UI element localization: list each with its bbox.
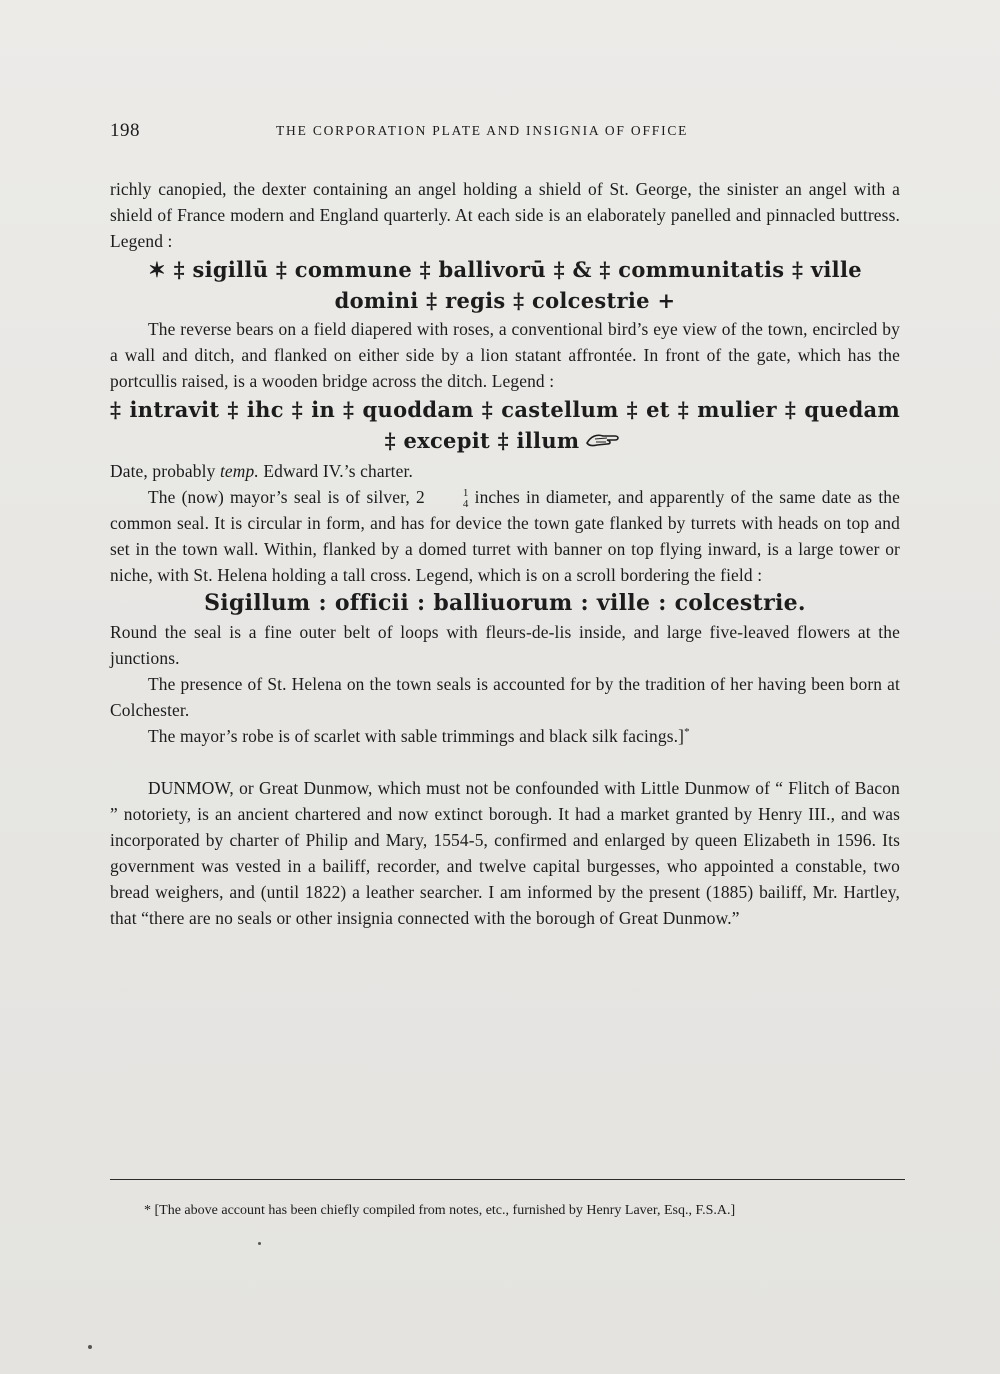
paper-speck (88, 1345, 92, 1349)
mayor-seal-rest: inches in diameter, and apparently of the same date as the common seal. It is circular in form, and has for device the town gate flanked by turrets with heads on top and set in the town wall. Within, flanked by a domed turret with banner on top flying inward, is a large tower or niche, with St. Helena holding a tall cross. Legend, which is on a scroll bordering the field : (110, 487, 901, 585)
paragraph-canopy: richly canopied, the dexter containing an angel holding a shield of St. George, the sinister an angel with a shield of France modern and England quarterly. At each side is an elaborately panelled and pinnacled buttress. Legend : (110, 179, 900, 251)
running-title: THE CORPORATION PLATE AND INSIGNIA OF OFFICE (276, 123, 689, 138)
seal-legend-reverse (110, 394, 900, 458)
footnote-marker: * (684, 726, 690, 739)
date-lead: Date, probably (110, 461, 216, 481)
paragraph-mayor-seal (110, 484, 900, 588)
paragraph-reverse: The reverse bears on a field diapered with roses, a conventional bird’s eye view of the town, encircled by a wall and ditch, and flanked on either side by a lion statant affrontée. In front of the gate, which has the portcullis raised, is a wooden bridge across the ditch. Legend : (110, 319, 900, 391)
page-header (110, 120, 900, 144)
seal-legend-reverse-text: ‡ intravit ‡ ihc ‡ in ‡ quoddam ‡ castellum ‡ et ‡ mulier ‡ quedam ‡ excepit ‡ illum (110, 397, 900, 453)
date-temp: temp. (219, 461, 259, 481)
seal-legend-mayor: Sigillum : officii : balliuorum : ville : colcestrie. (204, 590, 806, 616)
paragraph-date (110, 458, 900, 484)
paragraph-dunmow: DUNMOW, or Great Dunmow, which must not be confounded with Little Dunmow of “ Flitch of Bacon ” notoriety, is an ancient chartered and now extinct borough. It had a market granted by Henry III., and was incorporated by charter of Philip and Mary, 1554-5, confirmed and enlarged by queen Elizabeth in 1596. Its government was vested in a bailiff, recorder, and twelve capital burgesses, who appointed a constable, two bread weighers, and (until 1822) a leather searcher. I am informed by the present (1885) bailiff, Mr. Hartley, that “there are no seals or other insignia connected with the borough of Great Dunmow.” (110, 778, 900, 928)
fraction-denominator: 4 (462, 498, 469, 510)
diameter-whole: 2 (415, 487, 425, 507)
paragraph-st-helena: The presence of St. Helena on the town seals is accounted for by the tradition of her having been born at Colchester. (110, 674, 900, 720)
main-text (110, 176, 900, 931)
footnote-text: * [The above account has been chiefly compiled from notes, etc., furnished by Henry Laver, Esq., F.S.A.] (144, 1203, 736, 1218)
page-number: 198 (110, 120, 140, 141)
fraction-numerator: 1 (462, 487, 469, 499)
footnote (110, 1198, 905, 1224)
footnote-rule (110, 1179, 905, 1180)
section-gap (110, 749, 900, 775)
date-rest: Edward IV.’s charter. (263, 461, 413, 481)
paragraph-outer-belt: Round the seal is a fine outer belt of loops with fleurs-de-lis inside, and large five-leaved flowers at the junctions. (110, 622, 900, 668)
mayor-robe-text: The mayor’s robe is of scarlet with sable trimmings and black silk facings.] (148, 726, 685, 746)
paper-speck (258, 1242, 261, 1245)
diameter-fraction (425, 488, 469, 510)
pointing-hand-icon (585, 427, 625, 458)
mayor-seal-lead: The (now) mayor’s seal is of silver, (148, 487, 410, 507)
paragraph-mayor-robe (110, 723, 900, 749)
seal-legend-common: ✶ ‡ sigillū ‡ commune ‡ ballivorū ‡ & ‡ communitatis ‡ ville domini ‡ regis ‡ colcestrie + (148, 257, 862, 313)
